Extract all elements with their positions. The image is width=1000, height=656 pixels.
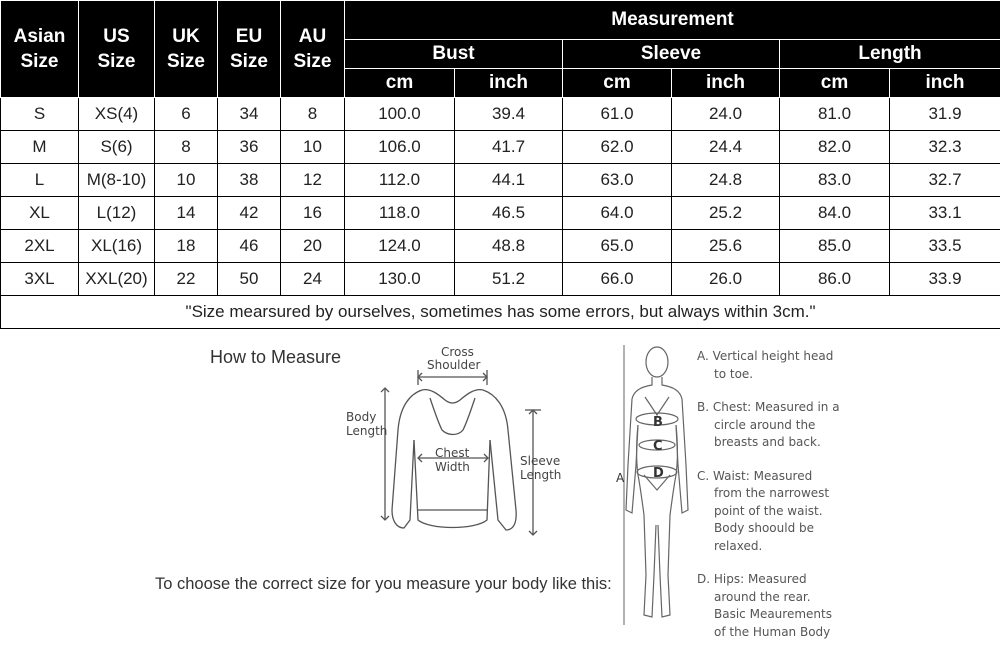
letter-d: D [653, 466, 664, 481]
table-cell: 10 [155, 164, 218, 197]
label-body: Body [346, 410, 377, 424]
label-sleeve-length: Length [520, 468, 562, 482]
table-cell: 50 [218, 263, 281, 296]
measurement-note-item [697, 399, 867, 452]
table-cell: 81.0 [780, 98, 890, 131]
measurement-notes [697, 348, 867, 641]
note-line: A. Vertical height head [697, 349, 834, 363]
table-cell: 24 [281, 263, 345, 296]
note-line: Basic Meaurements [714, 607, 832, 621]
table-cell: 51.2 [455, 263, 563, 296]
table-cell: 112.0 [345, 164, 455, 197]
note-line: relaxed. [714, 538, 763, 553]
table-cell: 36 [218, 131, 281, 164]
header-au-size: AU Size [281, 1, 345, 98]
table-cell: 24.4 [672, 131, 780, 164]
table-cell: 63.0 [563, 164, 672, 197]
table-cell: 2XL [1, 230, 79, 263]
measurement-note: "Size mearsured by ourselves, sometimes has some errors, but always within 3cm." [1, 296, 1000, 329]
table-cell: 24.0 [672, 98, 780, 131]
table-cell: 83.0 [780, 164, 890, 197]
table-cell: 66.0 [563, 263, 672, 296]
measurement-note-item [697, 348, 867, 383]
label-chest: Chest [435, 446, 470, 460]
table-cell: 33.9 [890, 263, 1000, 296]
table-cell: 38 [218, 164, 281, 197]
table-cell: S [1, 98, 79, 131]
table-cell: 26.0 [672, 263, 780, 296]
table-cell: 24.8 [672, 164, 780, 197]
header-uk-size: UK Size [155, 1, 218, 98]
table-cell: 61.0 [563, 98, 672, 131]
label-cross: Cross [441, 345, 474, 359]
table-cell: 25.2 [672, 197, 780, 230]
table-cell: 44.1 [455, 164, 563, 197]
label-sleeve: Sleeve [520, 454, 561, 468]
header-length: Length [780, 40, 1000, 69]
note-line: to toe. [714, 366, 754, 381]
table-row [1, 164, 1000, 197]
table-cell: 16 [281, 197, 345, 230]
table-cell: 100.0 [345, 98, 455, 131]
header-measurement: Measurement [345, 1, 1000, 40]
table-cell: L(12) [79, 197, 155, 230]
header-unit: inch [455, 69, 563, 98]
note-line: C. Waist: Measured [697, 468, 813, 483]
header-unit: cm [563, 69, 672, 98]
table-cell: XL [1, 197, 79, 230]
table-cell: 33.5 [890, 230, 1000, 263]
table-cell: 8 [281, 98, 345, 131]
table-cell: 6 [155, 98, 218, 131]
table-cell: 46.5 [455, 197, 563, 230]
letter-a: A [616, 471, 625, 485]
table-cell: 62.0 [563, 131, 672, 164]
table-cell: 32.7 [890, 164, 1000, 197]
table-cell: 106.0 [345, 131, 455, 164]
note-line: Body shoould be [714, 521, 815, 535]
table-cell: 82.0 [780, 131, 890, 164]
table-cell: 65.0 [563, 230, 672, 263]
table-cell: 130.0 [345, 263, 455, 296]
note-line: B. Chest: Measured in a [697, 400, 840, 414]
table-row [1, 263, 1000, 296]
table-cell: 32.3 [890, 131, 1000, 164]
table-cell: 124.0 [345, 230, 455, 263]
note-line: of the Human Body [714, 624, 831, 639]
table-cell: 41.7 [455, 131, 563, 164]
table-cell: 14 [155, 197, 218, 230]
table-cell: 3XL [1, 263, 79, 296]
header-unit: inch [890, 69, 1000, 98]
header-sleeve: Sleeve [563, 40, 780, 69]
label-width: Width [435, 460, 470, 474]
table-cell: 48.8 [455, 230, 563, 263]
table-cell: 20 [281, 230, 345, 263]
letter-c: C [653, 439, 663, 454]
table-cell: 85.0 [780, 230, 890, 263]
table-cell: L [1, 164, 79, 197]
table-cell: 31.9 [890, 98, 1000, 131]
table-cell: M [1, 131, 79, 164]
table-cell: 22 [155, 263, 218, 296]
table-cell: XXL(20) [79, 263, 155, 296]
body-measurement-diagram [600, 335, 695, 630]
guide-text: To choose the correct size for you measure your body like this: [155, 575, 612, 593]
header-us-size: US Size [79, 1, 155, 98]
table-cell: 34 [218, 98, 281, 131]
table-cell: S(6) [79, 131, 155, 164]
garment-diagram [330, 330, 575, 545]
table-cell: 39.4 [455, 98, 563, 131]
note-line: D. Hips: Measured [697, 572, 807, 586]
table-cell: 86.0 [780, 263, 890, 296]
table-cell: 25.6 [672, 230, 780, 263]
table-cell: 46 [218, 230, 281, 263]
header-unit: cm [780, 69, 890, 98]
table-cell: XL(16) [79, 230, 155, 263]
note-line: point of the waist. [714, 503, 823, 518]
label-body-length: Length [346, 424, 388, 438]
note-line: circle around the [714, 417, 816, 432]
measurement-note-item [697, 571, 867, 641]
table-cell: M(8-10) [79, 164, 155, 197]
table-cell: 12 [281, 164, 345, 197]
table-row [1, 131, 1000, 164]
letter-b: B [653, 415, 663, 430]
note-line: from the narrowest [714, 486, 830, 500]
how-to-measure-title: How to Measure [210, 347, 342, 367]
table-cell: XS(4) [79, 98, 155, 131]
table-cell: 42 [218, 197, 281, 230]
label-shoulder: Shoulder [427, 358, 481, 372]
table-cell: 8 [155, 131, 218, 164]
table-cell: 118.0 [345, 197, 455, 230]
table-cell: 84.0 [780, 197, 890, 230]
header-asian-size: Asian Size [1, 1, 79, 98]
measurement-note-item [697, 468, 867, 556]
header-bust: Bust [345, 40, 563, 69]
table-row [1, 98, 1000, 131]
table-cell: 18 [155, 230, 218, 263]
table-row [1, 197, 1000, 230]
header-unit: cm [345, 69, 455, 98]
table-row [1, 230, 1000, 263]
note-line: around the rear. [714, 589, 811, 604]
table-cell: 10 [281, 131, 345, 164]
table-cell: 33.1 [890, 197, 1000, 230]
table-cell: 64.0 [563, 197, 672, 230]
header-eu-size: EU Size [218, 1, 281, 98]
header-unit: inch [672, 69, 780, 98]
note-line: breasts and back. [714, 435, 821, 449]
